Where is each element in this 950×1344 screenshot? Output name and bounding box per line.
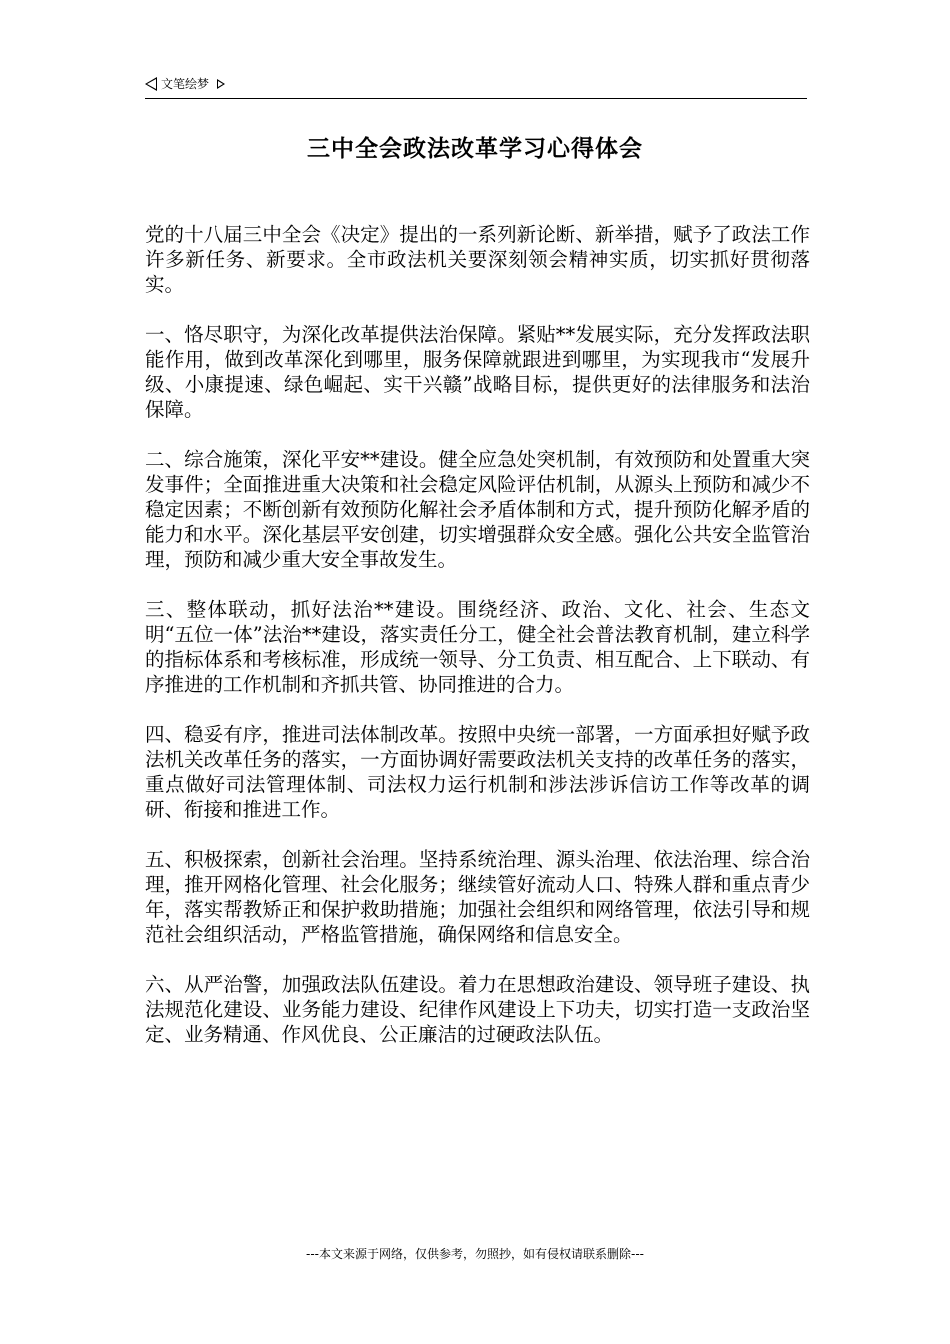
triangle-right-icon	[217, 79, 225, 89]
triangle-left-icon	[145, 77, 157, 91]
document-title: 三中全会政法改革学习心得体会	[307, 135, 643, 162]
brand-text: 文笔绘梦	[161, 77, 210, 91]
paragraph-4: 四、稳妥有序，推进司法体制改革。按照中央统一部署，一方面承担好赋予政法机关改革任务的落实，一方面协调好需要政法机关支持的改革任务的落实，重点做好司法管理体制、司法权力运行机制和涉法涉诉信访工作等改革的调研、衔接和推进工作。	[145, 723, 810, 821]
page-header	[145, 74, 807, 99]
footer-disclaimer: ---本文来源于网络，仅供参考，勿照抄，如有侵权请联系删除---	[306, 1247, 644, 1261]
paragraph-1: 一、恪尽职守，为深化改革提供法治保障。紧贴**发展实际，充分发挥政法职能作用，做到改革深化到哪里，服务保障就跟进到哪里，为实现我市“发展升级、小康提速、绿色崛起、实干兴赣”战略目标，提供更好的法律服务和法治保障。	[145, 323, 810, 421]
paragraph-2: 二、综合施策，深化平安**建设。健全应急处突机制，有效预防和处置重大突发事件；全面推进重大决策和社会稳定风险评估机制，从源头上预防和减少不稳定因素；不断创新有效预防化解社会矛盾体制和方式，提升预防化解矛盾的能力和水平。深化基层平安创建，切实增强群众安全感。强化公共安全监管治理，预防和减少重大安全事故发生。	[145, 448, 810, 571]
paragraph-6: 六、从严治警，加强政法队伍建设。着力在思想政治建设、领导班子建设、执法规范化建设、业务能力建设、纪律作风建设上下功夫，切实打造一支政治坚定、业务精通、作风优良、公正廉洁的过硬政法队伍。	[145, 973, 810, 1046]
header-brand	[145, 76, 225, 92]
paragraph-5: 五、积极探索，创新社会治理。坚持系统治理、源头治理、依法治理、综合治理，推开网格化管理、社会化服务；继续管好流动人口、特殊人群和重点青少年，落实帮教矫正和保护救助措施；加强社会组织和网络管理，依法引导和规范社会组织活动，严格监管措施，确保网络和信息安全。	[145, 848, 810, 946]
document-body	[145, 222, 810, 1072]
paragraph-3: 三、整体联动，抓好法治**建设。围绕经济、政治、文化、社会、生态文明“五位一体”法治**建设，落实责任分工，健全社会普法教育机制，建立科学的指标体系和考核标准，形成统一领导、分工负责、相互配合、上下联动、有序推进的工作机制和齐抓共管、协同推进的合力。	[145, 598, 810, 696]
paragraph-intro: 党的十八届三中全会《决定》提出的一系列新论断、新举措，赋予了政法工作许多新任务、新要求。全市政法机关要深刻领会精神实质，切实抓好贯彻落实。	[145, 223, 810, 296]
